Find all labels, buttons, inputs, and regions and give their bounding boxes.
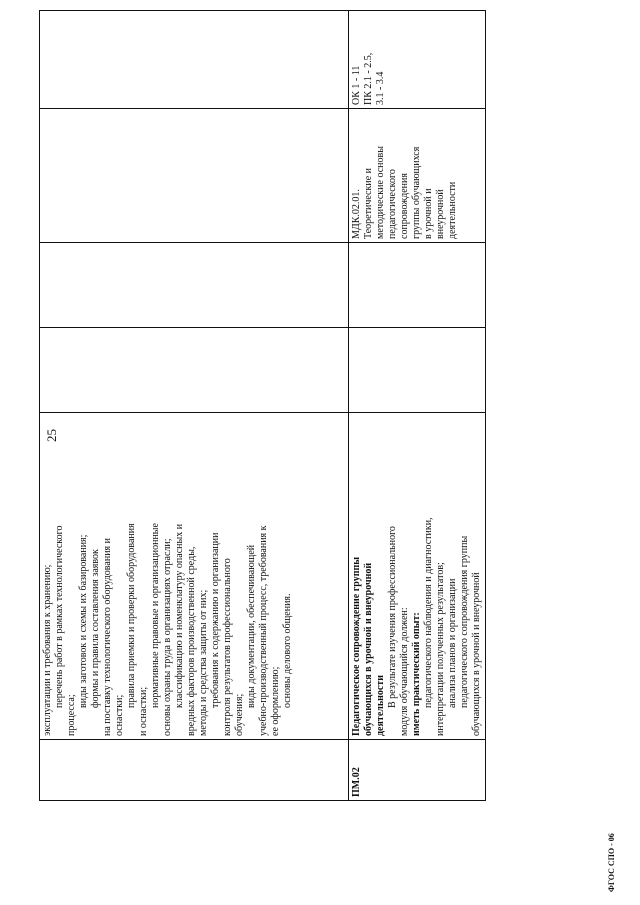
page-number: 25 <box>44 429 59 442</box>
content-line: методы и средства защиты от них; <box>198 589 209 736</box>
mdk-cell <box>40 109 349 243</box>
footer-standard-code: ФГОС СПО - 06 <box>607 833 616 892</box>
content-line: на поставку технологического оборудования и <box>102 538 113 736</box>
content-line: правила приемки и проверки оборудования <box>126 523 137 708</box>
content-line: виды заготовок и схемы их базирования; <box>78 534 89 708</box>
content-line: процесса; <box>66 694 77 736</box>
module-code-cell <box>40 740 349 801</box>
content-line: обучения; <box>234 693 245 736</box>
mdk-line: в урочной и <box>423 188 434 239</box>
mdk-line: педагогического <box>387 169 398 239</box>
hours-cell <box>349 328 486 413</box>
mdk-line: МДК.02.01. <box>351 189 362 239</box>
content-cell <box>40 413 349 740</box>
content-line: учебно-производственный процесс, требования к <box>258 525 269 736</box>
module-title-line: деятельности <box>375 674 386 736</box>
content-line: эксплуатации и требования к хранению; <box>42 564 53 736</box>
content-line: нормативные правовые и организационные <box>150 523 161 708</box>
content-line: и оснастки; <box>138 686 149 736</box>
content-line: вредных факторов производственной среды, <box>186 546 197 736</box>
content-line: основы охраны труда в организациях отрасли; <box>162 538 173 736</box>
mdk-cell <box>349 109 486 243</box>
hours-cell-2 <box>349 243 486 328</box>
content-line: формы и правила составления заявок <box>90 549 101 708</box>
content-line: педагогического наблюдения и диагностики, <box>423 517 434 708</box>
content-line: классификацию и номенклатуру опасных и <box>174 523 185 708</box>
competency-line: ОК 1 - 11 <box>351 65 362 105</box>
table-row <box>349 11 486 801</box>
content-line: педагогического сопровождения группы <box>459 535 470 708</box>
mdk-line: деятельности <box>447 181 458 239</box>
curriculum-table <box>39 10 486 801</box>
competency-line: ПК 2.1 - 2.5, <box>363 52 374 105</box>
mdk-line: сопровождения <box>399 173 410 239</box>
table-wrapper <box>39 11 482 801</box>
content-line: контроля результатов профессионального <box>222 558 233 736</box>
mdk-line: внеурочной <box>435 189 446 239</box>
content-cell <box>349 413 486 740</box>
content-line: оснастки; <box>114 694 125 736</box>
competency-line: 3.1 - 3.4 <box>375 71 386 105</box>
content-line: интерпретации полученных результатов; <box>435 562 446 736</box>
content-line: основы делового общения. <box>282 593 293 708</box>
hours-cell <box>40 328 349 413</box>
module-title-line: Педагогическое сопровождение группы <box>351 556 362 736</box>
hours-cell-2 <box>40 243 349 328</box>
competencies-cell <box>349 11 486 109</box>
module-code-cell: ПМ.02 <box>349 740 486 801</box>
content-line: модуля обучающийся должен: <box>399 607 410 736</box>
module-title-line: обучающихся в урочной и внеурочной <box>363 562 374 736</box>
mdk-line: методические основы <box>375 146 386 239</box>
mdk-line: Теоретические и <box>363 168 374 239</box>
content-line: требования к содержанию и организации <box>210 532 221 708</box>
mdk-line: группы обучающихся <box>411 146 422 239</box>
competencies-cell <box>40 11 349 109</box>
content-line: В результате изучения профессионального <box>387 526 398 708</box>
table-row <box>40 11 349 801</box>
content-line: ее оформлению; <box>270 666 281 736</box>
rotated-table-frame <box>39 11 482 801</box>
content-line: анализа планов и организации <box>447 578 458 708</box>
content-line: обучающихся в урочной и внеурочной <box>471 572 482 736</box>
content-line: виды документации, обеспечивающей <box>246 544 257 708</box>
content-line: иметь практический опыт: <box>411 612 422 736</box>
content-line: перечень работ в рамках технологического <box>54 525 65 708</box>
